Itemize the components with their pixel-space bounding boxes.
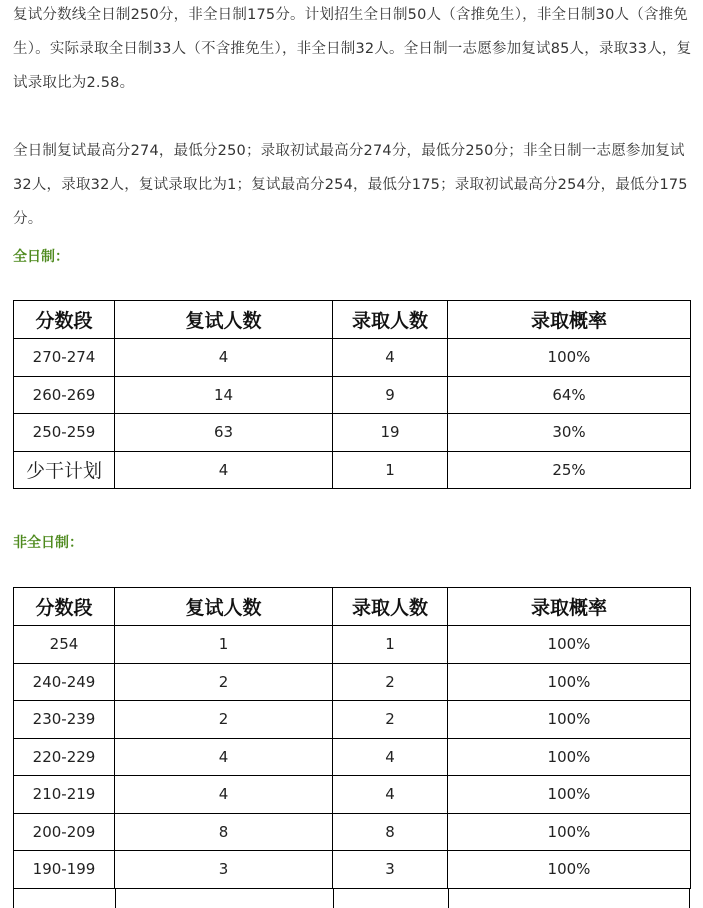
table-row	[14, 738, 691, 776]
column-divider	[448, 888, 449, 908]
cell-retest-count: 1	[115, 626, 333, 664]
section-label-parttime: 非全日制：	[13, 535, 83, 551]
cell-admit-rate: 30%	[448, 414, 691, 452]
table-row	[14, 776, 691, 814]
cell-retest-count: 14	[115, 376, 333, 414]
cell-admit-rate: 100%	[448, 626, 691, 664]
table-row	[14, 701, 691, 739]
cell-score-range: 210-219	[14, 776, 115, 814]
table-row	[14, 851, 691, 889]
header-retest-count: 复试人数	[115, 588, 333, 626]
cell-admit-count: 9	[333, 376, 448, 414]
cell-retest-count: 4	[115, 738, 333, 776]
header-score-range: 分数段	[14, 588, 115, 626]
header-score-range: 分数段	[14, 301, 115, 339]
cell-retest-count: 8	[115, 813, 333, 851]
cell-admit-count: 1	[333, 626, 448, 664]
cell-admit-count: 2	[333, 663, 448, 701]
fulltime-score-table	[13, 300, 691, 489]
table-row	[14, 451, 691, 489]
cell-admit-count: 3	[333, 851, 448, 889]
cell-retest-count: 2	[115, 663, 333, 701]
table-row-cut-off	[13, 888, 690, 908]
cell-admit-count: 2	[333, 701, 448, 739]
header-admit-count: 录取人数	[333, 588, 448, 626]
cell-admit-rate: 100%	[448, 776, 691, 814]
cell-retest-count: 4	[115, 451, 333, 489]
cell-admit-rate: 100%	[448, 851, 691, 889]
header-admit-rate: 录取概率	[448, 301, 691, 339]
table-row	[14, 414, 691, 452]
cell-admit-rate: 64%	[448, 376, 691, 414]
cell-admit-rate: 100%	[448, 813, 691, 851]
cell-score-range: 260-269	[14, 376, 115, 414]
cell-retest-count: 4	[115, 339, 333, 377]
cell-score-range: 240-249	[14, 663, 115, 701]
cell-score-range: 少干计划	[14, 451, 115, 489]
cell-admit-count: 8	[333, 813, 448, 851]
cell-admit-rate: 100%	[448, 339, 691, 377]
header-admit-count: 录取人数	[333, 301, 448, 339]
table-row	[14, 813, 691, 851]
cell-retest-count: 3	[115, 851, 333, 889]
cell-retest-count: 4	[115, 776, 333, 814]
intro-paragraph-2: 全日制复试最高分274，最低分250；录取初试最高分274分，最低分250分；非全日制一志愿参加复试32人，录取32人，复试录取比为1；复试最高分254，最低分175；录取初试最高分254分，最低分175分。	[13, 143, 688, 227]
table-header-row	[14, 588, 691, 626]
cell-score-range: 220-229	[14, 738, 115, 776]
cell-admit-count: 1	[333, 451, 448, 489]
cell-admit-count: 4	[333, 339, 448, 377]
cell-score-range: 190-199	[14, 851, 115, 889]
cell-admit-count: 19	[333, 414, 448, 452]
cell-admit-rate: 25%	[448, 451, 691, 489]
intro-paragraph-1: 复试分数线全日制250分，非全日制175分。计划招生全日制50人（含推免生），非全日制30人（含推免生）。实际录取全日制33人（不含推免生），非全日制32人。全日制一志愿参加复试85人，录取33人，复试录取比为2.58。	[13, 7, 692, 91]
table-row	[14, 663, 691, 701]
table-row	[14, 339, 691, 377]
cell-score-range: 230-239	[14, 701, 115, 739]
column-divider	[115, 888, 116, 908]
table-row	[14, 376, 691, 414]
cell-retest-count: 63	[115, 414, 333, 452]
cell-admit-count: 4	[333, 776, 448, 814]
parttime-score-table	[13, 587, 691, 889]
table-row	[14, 626, 691, 664]
cell-admit-rate: 100%	[448, 663, 691, 701]
cell-score-range: 270-274	[14, 339, 115, 377]
header-retest-count: 复试人数	[115, 301, 333, 339]
table-header-row	[14, 301, 691, 339]
section-label-fulltime: 全日制：	[13, 249, 69, 265]
cell-score-range: 250-259	[14, 414, 115, 452]
header-admit-rate: 录取概率	[448, 588, 691, 626]
cell-admit-count: 4	[333, 738, 448, 776]
cell-admit-rate: 100%	[448, 701, 691, 739]
cell-admit-rate: 100%	[448, 738, 691, 776]
column-divider	[333, 888, 334, 908]
cell-score-range: 200-209	[14, 813, 115, 851]
cell-score-range: 254	[14, 626, 115, 664]
cell-retest-count: 2	[115, 701, 333, 739]
